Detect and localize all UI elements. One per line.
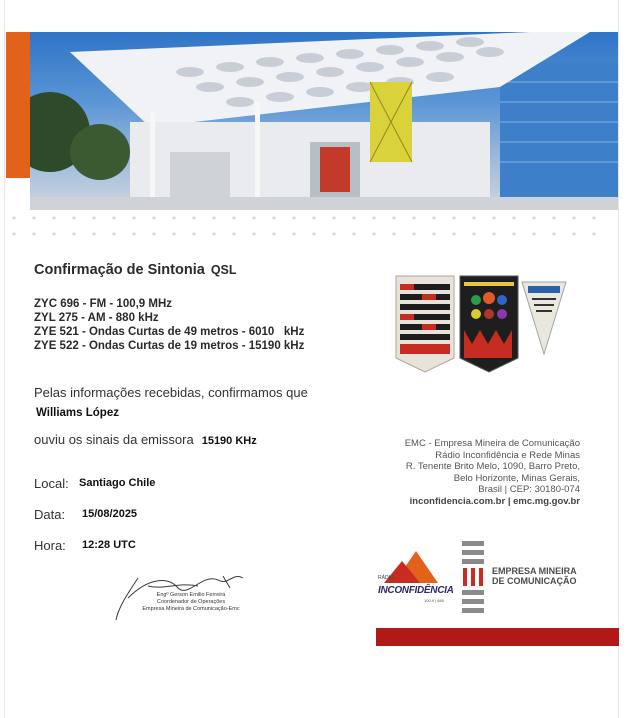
frequency-line: ZYE 521 - Ondas Curtas de 49 metros - 6010 kHz [34, 326, 305, 338]
time-value: 12:28 UTC [82, 539, 136, 551]
emc-address-block [378, 438, 580, 508]
local-value: Santiago Chile [79, 477, 156, 489]
signature-role: Coordenador de Operações [156, 599, 226, 605]
emc-logo-icon [462, 541, 488, 613]
logo-radio-name: INCONFIDÊNCIA [378, 585, 454, 596]
address-line: Brasil | CEP: 30180-074 [478, 484, 580, 496]
frequency-line: ZYC 696 - FM - 100,9 MHz [34, 298, 173, 310]
logo-radio-sub: 100,9 | 880 [424, 598, 444, 603]
signature-org: Empresa Mineira de Comunicação-Emc [142, 606, 240, 612]
signature-name: Engº Gerson Emilio Ferreira [156, 592, 226, 598]
address-line: R. Tenente Brito Melo, 1090, Barro Preto, [405, 461, 580, 473]
time-label: Hora: [34, 538, 66, 553]
emc-logo-line: EMPRESA MINEIRA [492, 566, 577, 576]
address-line: Rádio Inconfidência e Rede Minas [435, 449, 580, 461]
emc-logo-text [492, 566, 577, 586]
listener-name: Williams López [36, 407, 119, 419]
date-label: Data: [34, 507, 66, 522]
heard-frequency: 15190 KHz [201, 435, 257, 447]
decorative-dots [8, 214, 620, 242]
building-illustration [30, 32, 618, 210]
title-text: Confirmação de Sintonia [34, 262, 205, 278]
accent-orange-bar [6, 32, 30, 178]
signature-block [136, 592, 246, 613]
frequency-list [34, 297, 304, 353]
building-photo [30, 32, 618, 210]
local-field [34, 476, 156, 491]
confirm-text: Pelas informações recebidas, confirmamos que [34, 385, 308, 400]
hero-image [6, 32, 618, 210]
title-qsl: QSL [210, 263, 237, 277]
logo-radio-small: RÁDIO [378, 575, 394, 581]
radio-inconfidencia-logo-icon [380, 547, 448, 617]
heard-line [34, 432, 257, 447]
award-pennants [392, 274, 572, 374]
footer-red-bar [376, 628, 619, 646]
heard-text: ouviu os sinais da emissora [34, 432, 194, 447]
frequency-line: ZYE 522 - Ondas Curtas de 19 metros - 15190 kHz [34, 340, 305, 352]
qsl-title [34, 262, 237, 278]
address-line: EMC - Empresa Mineira de Comunicação [404, 438, 580, 449]
frequency-line: ZYL 275 - AM - 880 kHz [34, 312, 159, 324]
address-line: Belo Horizonte, Minas Gerais, [453, 472, 580, 484]
date-value: 15/08/2025 [82, 508, 138, 520]
local-label: Local: [34, 476, 69, 491]
emc-logo-line: DE COMUNICAÇÃO [492, 576, 577, 586]
time-field [34, 538, 136, 553]
website-links[interactable]: inconfidencia.com.br | emc.mg.gov.br [409, 495, 580, 507]
date-field [34, 507, 138, 522]
